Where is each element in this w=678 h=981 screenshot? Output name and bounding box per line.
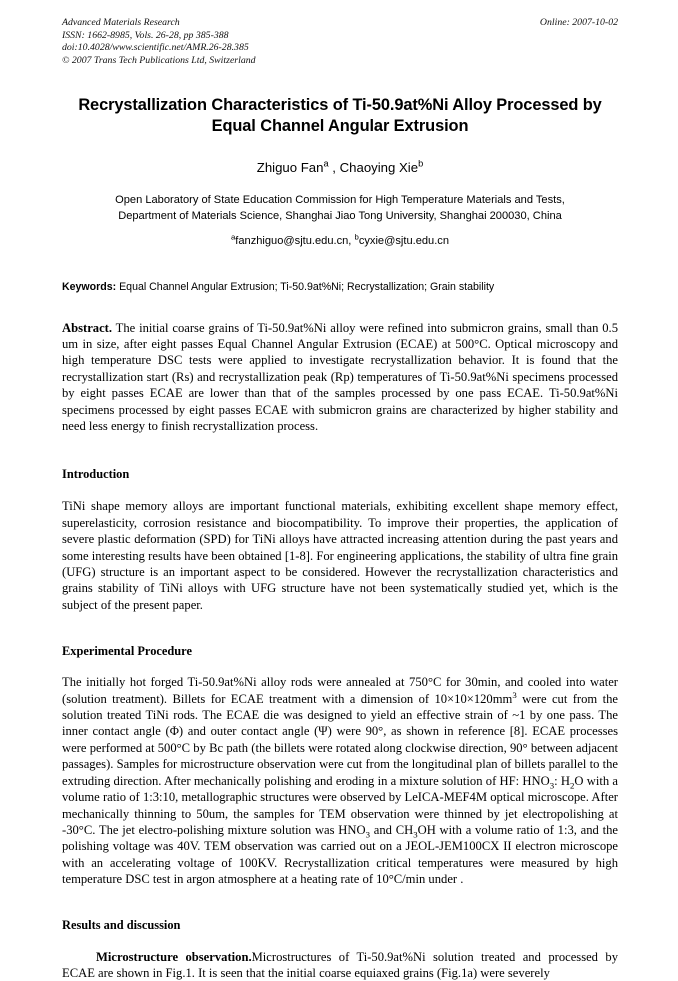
keywords-label: Keywords: [62, 280, 117, 293]
affiliation-line-2: Department of Materials Science, Shanghai Jiao Tong University, Shanghai 200030, China [118, 209, 562, 222]
abstract-label: Abstract. [62, 320, 113, 335]
author-list [62, 159, 618, 176]
experimental-part-6: OH with a volume ratio of 1:3, and the polishing voltage was 40V. TEM observation was carried out on a JEOL-JEM100CX II electron microscope with an accelerating voltage of 100KV. Recrystallization critical temperatures were measured by high temperature DSC test in argon atmosphere at a heating rate of 10°C/min under . [62, 822, 619, 887]
abstract-text: The initial coarse grains of Ti-50.9at%Ni alloy were refined into submicron grains, small than 0.5 um in size, after eight passes Equal Channel Angular Extrusion (ECAE) at 500°C. Optical microscopy and high temperature DSC tests were applied to investigate recrystallization behavior. It is found that the recrystallization start (Rs) and recrystallization peak (Rp) temperatures of Ti-50.9at%Ni specimens processed by eight passes ECAE are lower than that of the samples processed by one pass ECAE. Ti-50.9at%Ni specimens processed by eight passes ECAE with submicron grains are characterized by higher stability and need less energy to finish recrystallization process. [62, 320, 618, 433]
journal-doi: doi:10.4028/www.scientific.net/AMR.26-28.385 [62, 42, 249, 54]
email-marker-2: b [354, 231, 359, 241]
keywords-line [62, 280, 618, 295]
author-name-1: Zhiguo Fan [256, 160, 324, 176]
section-heading-results: Results and discussion [62, 917, 181, 932]
section-heading-introduction: Introduction [62, 467, 130, 482]
email-address-2[interactable]: cyxie@sjtu.edu.cn [358, 234, 450, 247]
keywords-value: Equal Channel Angular Extrusion; Ti-50.9at%Ni; Recrystallization; Grain stability [116, 280, 495, 293]
journal-header [62, 0, 618, 67]
email-marker-1: a [230, 231, 236, 241]
page-title: Recrystallization Characteristics of Ti-50.9at%Ni Alloy Processed by Equal Channel Angular Extrusion [78, 96, 602, 136]
author-name-2: Chaoying Xie [339, 160, 419, 176]
journal-name: Advanced Materials Research [62, 17, 180, 28]
experimental-part-5: and CH [370, 822, 414, 837]
experimental-paragraph [62, 674, 618, 887]
abstract-paragraph [62, 320, 618, 435]
affiliation [62, 193, 618, 224]
author-separator: , [328, 160, 340, 176]
results-run-in-heading: Microstructure observation. [96, 949, 252, 964]
results-text: Microstructures of Ti-50.9at%Ni solution treated and processed by ECAE are shown in Fig.1. It is seen that the initial coarse equiaxed grains (Fig.1a) were severely [62, 949, 618, 980]
affiliation-line-1: Open Laboratory of State Education Commission for High Temperature Materials and Tests, [115, 194, 565, 207]
journal-copyright: © 2007 Trans Tech Publications Ltd, Switzerland [62, 54, 256, 66]
author-marker-2: b [418, 158, 424, 169]
introduction-paragraph: TiNi shape memory alloys are important functional materials, exhibiting excellent shape memory effect, superelasticity, corrosion resistance and biocompatibility. To improve their properties, the application of severe plastic deformation (SPD) for TiNi alloys have attracted increasing attention during the past years and some interesting results have been obtained [1-8]. For engineering applications, the stability of ultra fine grain (UFG) structure is an important aspect to be considered. However the recrystallization characteristics and grains stability of TiNi alloys with UFG structure have not been systematically studied yet, which is the subject of the present paper. [62, 499, 618, 612]
section-heading-experimental: Experimental Procedure [62, 644, 192, 659]
experimental-subscript-2: 2 [569, 780, 575, 791]
email-line [62, 231, 618, 249]
experimental-subscript-1: 3 [549, 780, 555, 791]
author-marker-1: a [323, 158, 329, 169]
journal-issn: ISSN: 1662-8985, Vols. 26-28, pp 385-388 [62, 29, 229, 41]
experimental-subscript-3: 3 [365, 829, 370, 840]
page-content [62, 0, 618, 981]
experimental-part-2: were cut from the solution treated TiNi rods. The ECAE die was designed to yield an effective strain of ~1 by one pass. The inner contact angle (Φ) and outer contact angle (Ψ) were 90°, as shown in reference [8]. ECAE processes were performed at 500°C by Bc path (the billets were rotated along clockwise direction, 90° between adjacent passages). Samples for microstructure observation were cut from the longitudinal plan of billets parallel to the extruding direction. After mechanically polishing and eroding in a mixture solution of HF: HNO [62, 691, 618, 788]
experimental-superscript-1: 3 [512, 689, 517, 700]
experimental-subscript-4: 3 [413, 829, 418, 840]
online-date: Online: 2007-10-02 [539, 17, 618, 28]
experimental-part-3: : H [554, 773, 570, 788]
email-address-1[interactable]: fanzhiguo@sjtu.edu.cn, [235, 234, 352, 247]
experimental-part-1: The initially hot forged Ti-50.9at%Ni alloy rods were annealed at 750°C for 30min, and cooled into water (solution treatment). Billets for ECAE treatment with a dimension of 10×10×120mm [62, 675, 618, 706]
experimental-part-4: O with a volume ratio of 1:3:10, metallographic structures were observed by LeICA-MEF4M optical microscope. After mechanically thinning to 50um, the samples for TEM observation were thinned by jet electropolishing at -30°C. The jet electro-polishing mixture solution was HNO [62, 773, 618, 837]
results-paragraph [62, 949, 618, 981]
